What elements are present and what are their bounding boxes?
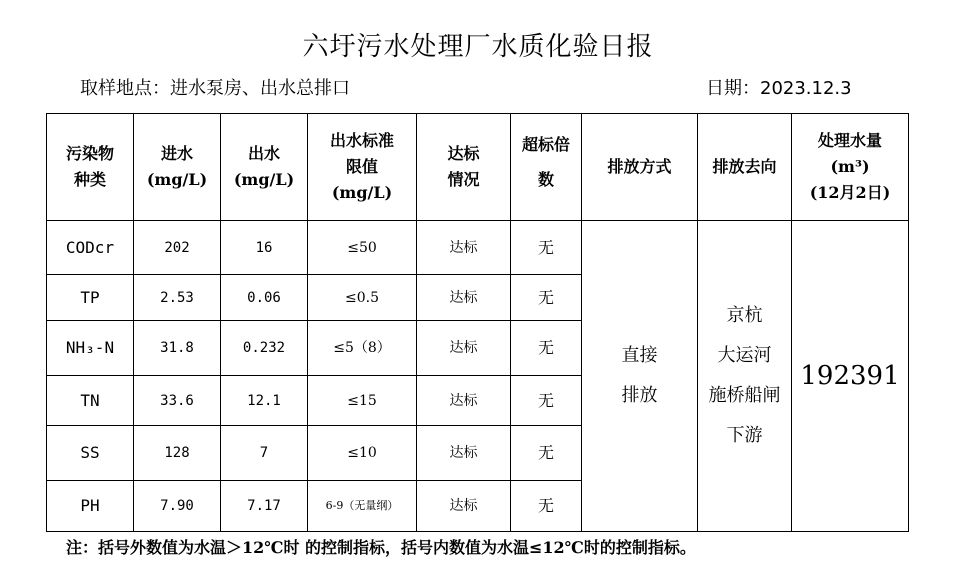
pollutant-cell: SS xyxy=(47,426,134,481)
outflow-cell: 7 xyxy=(221,426,308,481)
inflow-cell: 31.8 xyxy=(134,321,221,376)
inflow-cell: 2.53 xyxy=(134,275,221,321)
pollutant-cell: TP xyxy=(47,275,134,321)
header-outflow: 出水 (mg/L) xyxy=(221,114,308,221)
compliance-cell: 达标 xyxy=(417,376,511,426)
header-inflow: 进水 (mg/L) xyxy=(134,114,221,221)
table-row xyxy=(47,221,909,275)
standard-cell: ≤10 xyxy=(308,426,417,481)
outflow-cell: 12.1 xyxy=(221,376,308,426)
standard-cell: ≤0.5 xyxy=(308,275,417,321)
standard-cell: ≤50 xyxy=(308,221,417,275)
pollutant-cell: TN xyxy=(47,376,134,426)
header-compliance: 达标 情况 xyxy=(417,114,511,221)
outflow-cell: 7.17 xyxy=(221,481,308,532)
outflow-cell: 0.06 xyxy=(221,275,308,321)
pollutant-cell: CODcr xyxy=(47,221,134,275)
inflow-cell: 7.90 xyxy=(134,481,221,532)
discharge-method-cell: 直接 排放 xyxy=(582,221,698,532)
standard-cell: ≤5（8） xyxy=(308,321,417,376)
header-discharge-method: 排放方式 xyxy=(582,114,698,221)
standard-cell: ≤15 xyxy=(308,376,417,426)
report-title: 六圩污水处理厂水质化验日报 xyxy=(302,32,654,62)
water-quality-table xyxy=(46,113,909,532)
compliance-cell: 达标 xyxy=(417,275,511,321)
exceed-cell: 无 xyxy=(511,426,582,481)
report-date: 日期：2023.12.3 xyxy=(706,78,852,99)
compliance-cell: 达标 xyxy=(417,481,511,532)
inflow-cell: 128 xyxy=(134,426,221,481)
compliance-cell: 达标 xyxy=(417,221,511,275)
exceed-cell: 无 xyxy=(511,376,582,426)
exceed-cell: 无 xyxy=(511,221,582,275)
outflow-cell: 16 xyxy=(221,221,308,275)
inflow-cell: 202 xyxy=(134,221,221,275)
sampling-location: 取样地点：进水泵房、出水总排口 xyxy=(80,78,350,99)
header-exceed: 超标倍 数 xyxy=(511,114,582,221)
inflow-cell: 33.6 xyxy=(134,376,221,426)
pollutant-cell: NH₃-N xyxy=(47,321,134,376)
discharge-destination-cell: 京杭 大运河 施桥船闸 下游 xyxy=(698,221,792,532)
header-standard: 出水标准 限值 (mg/L) xyxy=(308,114,417,221)
footnote: 注：括号外数值为水温＞12℃时 的控制指标，括号内数值为水温≤12℃时的控制指标。 xyxy=(66,538,696,557)
exceed-cell: 无 xyxy=(511,321,582,376)
compliance-cell: 达标 xyxy=(417,321,511,376)
pollutant-cell: PH xyxy=(47,481,134,532)
exceed-cell: 无 xyxy=(511,481,582,532)
compliance-cell: 达标 xyxy=(417,426,511,481)
outflow-cell: 0.232 xyxy=(221,321,308,376)
header-pollutant: 污染物 种类 xyxy=(47,114,134,221)
header-discharge-destination: 排放去向 xyxy=(698,114,792,221)
exceed-cell: 无 xyxy=(511,275,582,321)
treated-volume-cell: 192391 xyxy=(792,221,909,532)
table-header-row xyxy=(47,114,909,221)
header-volume: 处理水量 (m³) (12月2日) xyxy=(792,114,909,221)
standard-cell: 6-9（无量纲） xyxy=(308,481,417,532)
